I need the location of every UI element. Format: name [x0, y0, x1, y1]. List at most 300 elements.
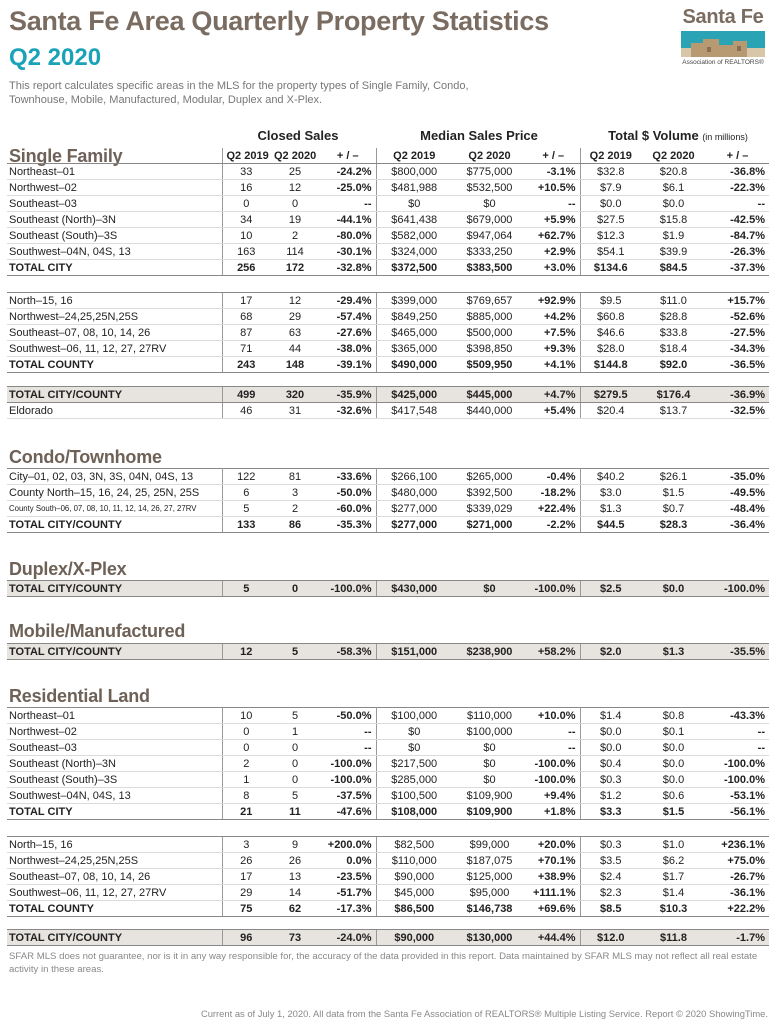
- volume-change-cell: -36.4%: [706, 517, 769, 533]
- closed-q2-2020-cell: 26: [270, 853, 320, 869]
- volume-q2-2019-cell: $12.3: [580, 228, 641, 244]
- volume-change-cell: -37.3%: [706, 260, 769, 276]
- median-change-cell: --: [527, 740, 580, 756]
- closed-q2-2019-cell: 122: [222, 469, 270, 485]
- volume-q2-2020-cell: $18.4: [641, 341, 706, 357]
- volume-change-cell: -36.5%: [706, 357, 769, 373]
- total-row: [7, 901, 769, 917]
- single-family-table: [7, 148, 769, 419]
- closed-change-cell: -58.3%: [320, 644, 376, 660]
- area-cell: Southeast (North)–3N: [7, 756, 222, 772]
- closed-q2-2020-cell: 31: [270, 403, 320, 419]
- volume-q2-2019-cell: $1.2: [580, 788, 641, 804]
- area-cell: Southwest–04N, 04S, 13: [7, 244, 222, 260]
- page-title: Santa Fe Area Quarterly Property Statistics: [9, 6, 549, 36]
- spacer: [7, 820, 769, 837]
- volume-q2-2019-cell: $0.3: [580, 837, 641, 853]
- median-q2-2019-cell: $0: [376, 196, 452, 212]
- median-q2-2020-cell: $392,500: [452, 485, 527, 501]
- closed-q2-2019-cell: 87: [222, 325, 270, 341]
- volume-q2-2019-cell: $2.4: [580, 869, 641, 885]
- adobe-building-logo-icon: [681, 31, 765, 57]
- volume-q2-2020-cell: $15.8: [641, 212, 706, 228]
- closed-q2-2019-cell: 46: [222, 403, 270, 419]
- median-q2-2020-cell: $947,064: [452, 228, 527, 244]
- volume-q2-2020-cell: $0.1: [641, 724, 706, 740]
- area-cell: Southwest–04N, 04S, 13: [7, 788, 222, 804]
- volume-q2-2019-cell: $28.0: [580, 341, 641, 357]
- grand-total-row: [7, 581, 769, 597]
- area-cell: Southeast–07, 08, 10, 14, 26: [7, 325, 222, 341]
- volume-change-cell: -100.0%: [706, 581, 769, 597]
- mobile-table: [7, 643, 769, 660]
- closed-q2-2020-cell: 73: [270, 930, 320, 946]
- column-header-row: [7, 148, 769, 164]
- closed-change-cell: 0.0%: [320, 853, 376, 869]
- closed-q2-2019-cell: 16: [222, 180, 270, 196]
- closed-q2-2019-cell: 0: [222, 724, 270, 740]
- median-q2-2019-cell: $285,000: [376, 772, 452, 788]
- volume-change-cell: -48.4%: [706, 501, 769, 517]
- closed-q2-2019-cell: 33: [222, 164, 270, 180]
- spacer: [7, 917, 769, 930]
- closed-change-cell: -35.3%: [320, 517, 376, 533]
- closed-change-cell: -23.5%: [320, 869, 376, 885]
- median-q2-2019-cell: $800,000: [376, 164, 452, 180]
- closed-q2-2019-cell: 6: [222, 485, 270, 501]
- closed-q2-2020-cell: 114: [270, 244, 320, 260]
- area-cell: County North–15, 16, 24, 25, 25N, 25S: [7, 485, 222, 501]
- area-cell: Northwest–02: [7, 724, 222, 740]
- closed-q2-2019-cell: 0: [222, 196, 270, 212]
- area-cell: Northwest–02: [7, 180, 222, 196]
- table-row: [7, 293, 769, 309]
- table-row: [7, 724, 769, 740]
- median-change-cell: +4.2%: [527, 309, 580, 325]
- volume-q2-2019-cell: $0.4: [580, 756, 641, 772]
- closed-q2-2020-cell: 320: [270, 387, 320, 403]
- closed-q2-2020-cell: 11: [270, 804, 320, 820]
- column-header: Q2 2019: [222, 148, 270, 164]
- volume-q2-2019-cell: $0.3: [580, 772, 641, 788]
- median-change-cell: -100.0%: [527, 756, 580, 772]
- median-q2-2019-cell: $0: [376, 724, 452, 740]
- closed-sales-header: Closed Sales: [257, 128, 339, 143]
- closed-q2-2019-cell: 5: [222, 581, 270, 597]
- volume-q2-2019-cell: $54.1: [580, 244, 641, 260]
- closed-q2-2019-cell: 12: [222, 644, 270, 660]
- median-q2-2020-cell: $238,900: [452, 644, 527, 660]
- median-q2-2019-cell: $90,000: [376, 869, 452, 885]
- median-q2-2020-cell: $110,000: [452, 708, 527, 724]
- closed-q2-2019-cell: 499: [222, 387, 270, 403]
- closed-change-cell: -50.0%: [320, 485, 376, 501]
- closed-change-cell: -100.0%: [320, 772, 376, 788]
- closed-q2-2019-cell: 1: [222, 772, 270, 788]
- median-q2-2019-cell: $490,000: [376, 357, 452, 373]
- sfar-logo: [676, 6, 770, 76]
- volume-q2-2019-cell: $12.0: [580, 930, 641, 946]
- table-row: [7, 164, 769, 180]
- closed-q2-2019-cell: 75: [222, 901, 270, 917]
- volume-change-cell: -26.3%: [706, 244, 769, 260]
- volume-q2-2019-cell: $7.9: [580, 180, 641, 196]
- volume-q2-2019-cell: $0.0: [580, 740, 641, 756]
- median-change-cell: +5.4%: [527, 403, 580, 419]
- median-q2-2019-cell: $324,000: [376, 244, 452, 260]
- median-change-cell: --: [527, 724, 580, 740]
- closed-q2-2020-cell: 5: [270, 708, 320, 724]
- median-q2-2019-cell: $480,000: [376, 485, 452, 501]
- median-q2-2020-cell: $99,000: [452, 837, 527, 853]
- closed-q2-2020-cell: 12: [270, 293, 320, 309]
- closed-q2-2019-cell: 68: [222, 309, 270, 325]
- table-row: [7, 403, 769, 419]
- closed-q2-2019-cell: 34: [222, 212, 270, 228]
- closed-q2-2019-cell: 133: [222, 517, 270, 533]
- volume-q2-2020-cell: $39.9: [641, 244, 706, 260]
- volume-change-cell: -22.3%: [706, 180, 769, 196]
- volume-change-cell: --: [706, 740, 769, 756]
- median-q2-2020-cell: $440,000: [452, 403, 527, 419]
- closed-q2-2020-cell: 29: [270, 309, 320, 325]
- closed-q2-2019-cell: 10: [222, 708, 270, 724]
- area-cell: TOTAL COUNTY: [7, 901, 222, 917]
- area-cell: TOTAL CITY/COUNTY: [7, 517, 222, 533]
- volume-q2-2020-cell: $10.3: [641, 901, 706, 917]
- median-change-cell: --: [527, 196, 580, 212]
- median-q2-2019-cell: $641,438: [376, 212, 452, 228]
- median-q2-2020-cell: $125,000: [452, 869, 527, 885]
- closed-q2-2019-cell: 96: [222, 930, 270, 946]
- column-header: + / –: [527, 148, 580, 164]
- closed-q2-2020-cell: 62: [270, 901, 320, 917]
- median-change-cell: +3.0%: [527, 260, 580, 276]
- median-change-cell: +10.0%: [527, 708, 580, 724]
- closed-q2-2020-cell: 2: [270, 228, 320, 244]
- volume-change-cell: -1.7%: [706, 930, 769, 946]
- median-q2-2019-cell: $82,500: [376, 837, 452, 853]
- grand-total-row: [7, 930, 769, 946]
- volume-q2-2019-cell: $20.4: [580, 403, 641, 419]
- column-header: Q2 2019: [580, 148, 641, 164]
- table-row: [7, 708, 769, 724]
- median-change-cell: +9.4%: [527, 788, 580, 804]
- page-subtitle: Q2 2020: [9, 44, 102, 71]
- median-change-cell: +10.5%: [527, 180, 580, 196]
- area-cell: TOTAL CITY/COUNTY: [7, 581, 222, 597]
- median-change-cell: +1.8%: [527, 804, 580, 820]
- closed-q2-2020-cell: 0: [270, 581, 320, 597]
- volume-q2-2020-cell: $1.0: [641, 837, 706, 853]
- median-q2-2020-cell: $500,000: [452, 325, 527, 341]
- median-q2-2019-cell: $100,500: [376, 788, 452, 804]
- closed-change-cell: --: [320, 196, 376, 212]
- column-header: Q2 2020: [270, 148, 320, 164]
- median-q2-2019-cell: $277,000: [376, 501, 452, 517]
- median-q2-2019-cell: $399,000: [376, 293, 452, 309]
- area-cell: Northwest–24,25,25N,25S: [7, 309, 222, 325]
- area-cell: TOTAL CITY/COUNTY: [7, 644, 222, 660]
- median-q2-2019-cell: $217,500: [376, 756, 452, 772]
- volume-q2-2019-cell: $279.5: [580, 387, 641, 403]
- area-cell: Northeast–01: [7, 164, 222, 180]
- table-row: [7, 196, 769, 212]
- table-row: [7, 325, 769, 341]
- volume-q2-2020-cell: $0.8: [641, 708, 706, 724]
- closed-q2-2020-cell: 0: [270, 196, 320, 212]
- volume-change-cell: -26.7%: [706, 869, 769, 885]
- median-q2-2020-cell: $333,250: [452, 244, 527, 260]
- median-change-cell: +9.3%: [527, 341, 580, 357]
- column-header: + / –: [706, 148, 769, 164]
- table-row: [7, 837, 769, 853]
- median-change-cell: +38.9%: [527, 869, 580, 885]
- volume-q2-2020-cell: $1.4: [641, 885, 706, 901]
- volume-change-cell: -32.5%: [706, 403, 769, 419]
- median-q2-2019-cell: $266,100: [376, 469, 452, 485]
- median-q2-2020-cell: $146,738: [452, 901, 527, 917]
- closed-q2-2019-cell: 17: [222, 869, 270, 885]
- section-title-residential-land: Residential Land: [9, 686, 150, 706]
- volume-q2-2020-cell: $0.0: [641, 740, 706, 756]
- median-q2-2019-cell: $151,000: [376, 644, 452, 660]
- volume-q2-2019-cell: $144.8: [580, 357, 641, 373]
- volume-q2-2019-cell: $2.5: [580, 581, 641, 597]
- area-cell: County South–06, 07, 08, 10, 11, 12, 14, 26, 27, 27RV: [7, 501, 222, 517]
- median-q2-2020-cell: $95,000: [452, 885, 527, 901]
- area-cell: TOTAL CITY/COUNTY: [7, 930, 222, 946]
- volume-change-cell: -52.6%: [706, 309, 769, 325]
- table-row: [7, 756, 769, 772]
- closed-change-cell: -24.2%: [320, 164, 376, 180]
- table-row: [7, 244, 769, 260]
- table-row: [7, 309, 769, 325]
- median-q2-2019-cell: $372,500: [376, 260, 452, 276]
- median-q2-2019-cell: $86,500: [376, 901, 452, 917]
- median-change-cell: +69.6%: [527, 901, 580, 917]
- volume-change-cell: +15.7%: [706, 293, 769, 309]
- volume-q2-2019-cell: $60.8: [580, 309, 641, 325]
- median-q2-2020-cell: $0: [452, 740, 527, 756]
- closed-change-cell: -44.1%: [320, 212, 376, 228]
- volume-q2-2020-cell: $1.7: [641, 869, 706, 885]
- closed-change-cell: -35.9%: [320, 387, 376, 403]
- column-header: Q2 2019: [376, 148, 452, 164]
- median-change-cell: +70.1%: [527, 853, 580, 869]
- table-row: [7, 180, 769, 196]
- closed-q2-2020-cell: 44: [270, 341, 320, 357]
- volume-q2-2019-cell: $2.0: [580, 644, 641, 660]
- area-cell: Eldorado: [7, 403, 222, 419]
- median-change-cell: +58.2%: [527, 644, 580, 660]
- closed-change-cell: -51.7%: [320, 885, 376, 901]
- median-change-cell: +5.9%: [527, 212, 580, 228]
- median-change-cell: -18.2%: [527, 485, 580, 501]
- footer-text: Current as of July 1, 2020. All data from the Santa Fe Association of REALTORS® Multiple Listing Service. Report © 2020 ShowingTime.: [200, 1008, 768, 1019]
- closed-change-cell: -17.3%: [320, 901, 376, 917]
- median-q2-2019-cell: $110,000: [376, 853, 452, 869]
- closed-q2-2020-cell: 3: [270, 485, 320, 501]
- median-change-cell: -2.2%: [527, 517, 580, 533]
- closed-change-cell: --: [320, 740, 376, 756]
- spacer: [7, 373, 769, 387]
- volume-change-cell: +236.1%: [706, 837, 769, 853]
- median-change-cell: +111.1%: [527, 885, 580, 901]
- closed-q2-2019-cell: 10: [222, 228, 270, 244]
- closed-change-cell: -47.6%: [320, 804, 376, 820]
- closed-change-cell: --: [320, 724, 376, 740]
- median-change-cell: +62.7%: [527, 228, 580, 244]
- area-cell: Southeast–03: [7, 196, 222, 212]
- closed-change-cell: -29.4%: [320, 293, 376, 309]
- closed-q2-2020-cell: 25: [270, 164, 320, 180]
- median-q2-2019-cell: $100,000: [376, 708, 452, 724]
- total-row: [7, 260, 769, 276]
- total-volume-unit: (in millions): [702, 132, 748, 142]
- logo-brand-text: Santa Fe: [682, 6, 764, 28]
- logo-association-text: Association of REALTORS®: [682, 59, 764, 66]
- volume-q2-2020-cell: $1.3: [641, 644, 706, 660]
- closed-q2-2020-cell: 5: [270, 644, 320, 660]
- area-cell: Southeast–03: [7, 740, 222, 756]
- area-cell: City–01, 02, 03, 3N, 3S, 04N, 04S, 13: [7, 469, 222, 485]
- volume-q2-2019-cell: $2.3: [580, 885, 641, 901]
- area-cell: TOTAL CITY: [7, 804, 222, 820]
- area-cell: TOTAL COUNTY: [7, 357, 222, 373]
- area-column-header: [7, 148, 222, 164]
- volume-change-cell: -100.0%: [706, 772, 769, 788]
- area-cell: Southwest–06, 11, 12, 27, 27RV: [7, 341, 222, 357]
- median-q2-2020-cell: $679,000: [452, 212, 527, 228]
- area-cell: Southwest–06, 11, 12, 27, 27RV: [7, 885, 222, 901]
- area-cell: Southeast (North)–3N: [7, 212, 222, 228]
- median-q2-2020-cell: $187,075: [452, 853, 527, 869]
- volume-change-cell: +22.2%: [706, 901, 769, 917]
- table-row: [7, 740, 769, 756]
- median-q2-2019-cell: $0: [376, 740, 452, 756]
- median-change-cell: +22.4%: [527, 501, 580, 517]
- closed-change-cell: -37.5%: [320, 788, 376, 804]
- area-cell: North–15, 16: [7, 293, 222, 309]
- median-q2-2020-cell: $398,850: [452, 341, 527, 357]
- closed-q2-2019-cell: 3: [222, 837, 270, 853]
- volume-q2-2020-cell: $0.7: [641, 501, 706, 517]
- volume-q2-2020-cell: $0.0: [641, 772, 706, 788]
- closed-q2-2020-cell: 0: [270, 740, 320, 756]
- median-q2-2020-cell: $885,000: [452, 309, 527, 325]
- closed-q2-2020-cell: 9: [270, 837, 320, 853]
- total-volume-header: [583, 128, 773, 143]
- volume-change-cell: -36.8%: [706, 164, 769, 180]
- median-q2-2019-cell: $582,000: [376, 228, 452, 244]
- volume-q2-2019-cell: $9.5: [580, 293, 641, 309]
- area-cell: Southeast (South)–3S: [7, 228, 222, 244]
- table-row: [7, 341, 769, 357]
- median-q2-2019-cell: $365,000: [376, 341, 452, 357]
- table-row: [7, 853, 769, 869]
- median-change-cell: +4.1%: [527, 357, 580, 373]
- volume-q2-2019-cell: $0.0: [580, 196, 641, 212]
- closed-q2-2020-cell: 81: [270, 469, 320, 485]
- area-cell: Southeast (South)–3S: [7, 772, 222, 788]
- table-row: [7, 501, 769, 517]
- volume-change-cell: -100.0%: [706, 756, 769, 772]
- volume-q2-2020-cell: $28.8: [641, 309, 706, 325]
- volume-q2-2020-cell: $13.7: [641, 403, 706, 419]
- volume-q2-2020-cell: $1.5: [641, 485, 706, 501]
- column-header: + / –: [320, 148, 376, 164]
- volume-change-cell: +75.0%: [706, 853, 769, 869]
- volume-q2-2020-cell: $176.4: [641, 387, 706, 403]
- volume-q2-2019-cell: $1.3: [580, 501, 641, 517]
- closed-q2-2019-cell: 21: [222, 804, 270, 820]
- volume-q2-2019-cell: $32.8: [580, 164, 641, 180]
- volume-change-cell: -35.5%: [706, 644, 769, 660]
- closed-q2-2019-cell: 0: [222, 740, 270, 756]
- median-change-cell: -3.1%: [527, 164, 580, 180]
- section-title-condo-townhome: Condo/Townhome: [9, 447, 162, 467]
- median-q2-2019-cell: $108,000: [376, 804, 452, 820]
- table-row: [7, 485, 769, 501]
- closed-change-cell: -60.0%: [320, 501, 376, 517]
- duplex-table: [7, 580, 769, 597]
- volume-q2-2020-cell: $6.2: [641, 853, 706, 869]
- closed-change-cell: -80.0%: [320, 228, 376, 244]
- column-header: Q2 2020: [641, 148, 706, 164]
- median-q2-2019-cell: $417,548: [376, 403, 452, 419]
- volume-change-cell: -35.0%: [706, 469, 769, 485]
- closed-q2-2020-cell: 1: [270, 724, 320, 740]
- volume-q2-2020-cell: $0.0: [641, 756, 706, 772]
- closed-q2-2019-cell: 8: [222, 788, 270, 804]
- median-q2-2020-cell: $383,500: [452, 260, 527, 276]
- volume-q2-2020-cell: $26.1: [641, 469, 706, 485]
- closed-change-cell: -24.0%: [320, 930, 376, 946]
- volume-q2-2020-cell: $11.0: [641, 293, 706, 309]
- median-q2-2020-cell: $0: [452, 772, 527, 788]
- median-q2-2020-cell: $445,000: [452, 387, 527, 403]
- area-cell: TOTAL CITY/COUNTY: [7, 387, 222, 403]
- median-price-header: Median Sales Price: [420, 128, 538, 143]
- closed-q2-2020-cell: 0: [270, 756, 320, 772]
- table-row: [7, 885, 769, 901]
- median-change-cell: -0.4%: [527, 469, 580, 485]
- closed-q2-2020-cell: 63: [270, 325, 320, 341]
- closed-q2-2020-cell: 2: [270, 501, 320, 517]
- area-cell: Southeast–07, 08, 10, 14, 26: [7, 869, 222, 885]
- closed-q2-2020-cell: 14: [270, 885, 320, 901]
- table-row: [7, 469, 769, 485]
- volume-q2-2020-cell: $11.8: [641, 930, 706, 946]
- median-change-cell: -100.0%: [527, 772, 580, 788]
- closed-q2-2019-cell: 256: [222, 260, 270, 276]
- volume-q2-2020-cell: $20.8: [641, 164, 706, 180]
- closed-q2-2019-cell: 243: [222, 357, 270, 373]
- median-q2-2020-cell: $775,000: [452, 164, 527, 180]
- grand-total-row: [7, 644, 769, 660]
- median-change-cell: +92.9%: [527, 293, 580, 309]
- spacer: [7, 276, 769, 293]
- median-change-cell: +20.0%: [527, 837, 580, 853]
- volume-q2-2019-cell: $40.2: [580, 469, 641, 485]
- closed-change-cell: -30.1%: [320, 244, 376, 260]
- land-table: [7, 707, 769, 946]
- volume-q2-2020-cell: $84.5: [641, 260, 706, 276]
- closed-q2-2019-cell: 71: [222, 341, 270, 357]
- table-row: [7, 228, 769, 244]
- closed-q2-2020-cell: 172: [270, 260, 320, 276]
